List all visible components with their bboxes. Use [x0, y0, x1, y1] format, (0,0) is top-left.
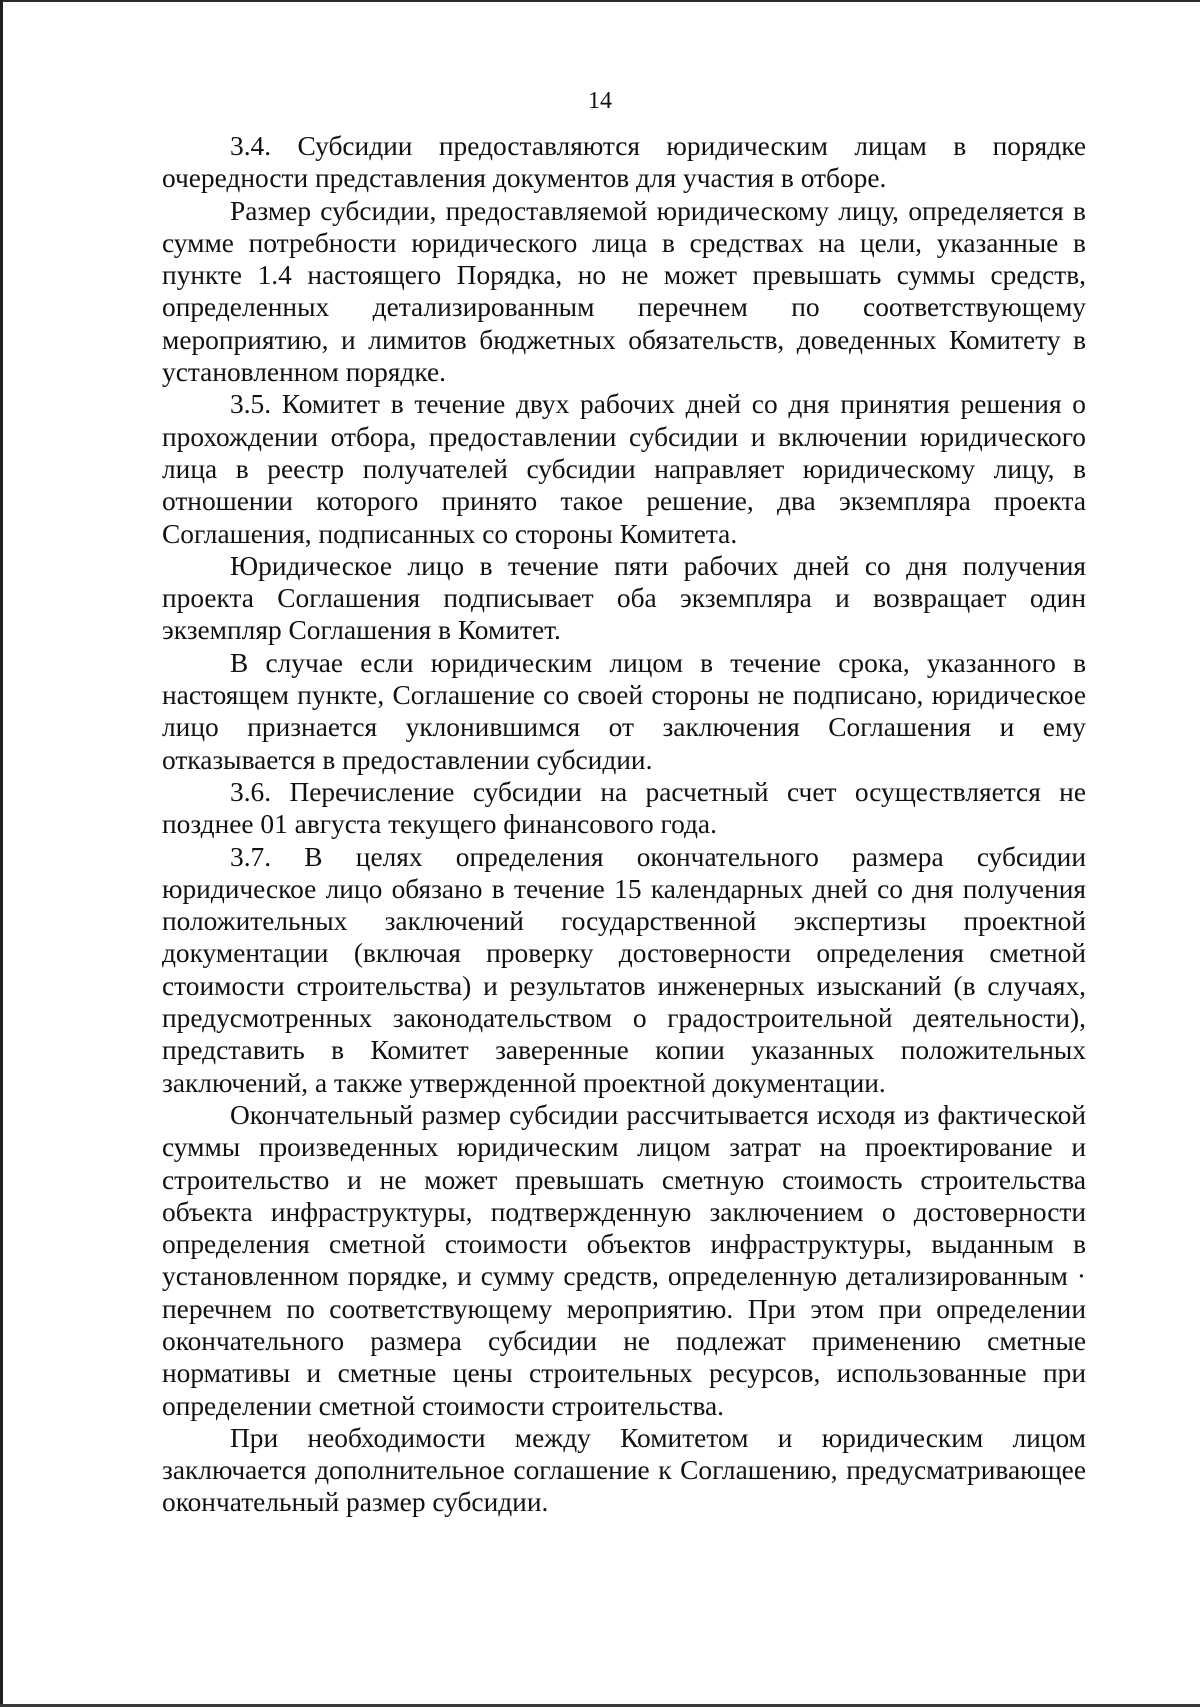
scan-edge-left [0, 0, 3, 1707]
paragraph-subsidy-size: Размер субсидии, предоставляемой юридическому лицу, определяется в сумме потребности юридического лица в средствах на цели, указанные в пункте 1.4 настоящего Порядка, но не может превышать суммы средств, определенных детализированным перечнем по соответствующему мероприятию, и лимитов бюджетных обязательств, доведенных Комитету в установленном порядке. [162, 195, 1086, 388]
scan-edge-top [0, 0, 1200, 2]
page-number: 14 [588, 88, 612, 114]
document-body [162, 130, 1086, 1519]
paragraph-3-4: 3.4. Субсидии предоставляются юридическим лицам в порядке очередности представления документов для участия в отборе. [162, 131, 1086, 194]
paragraph-signing: Юридическое лицо в течение пяти рабочих дней со дня получения проекта Соглашения подписывает оба экземпляра и возвращает один экземпляр Соглашения в Комитет. [162, 550, 1086, 646]
paragraph-additional-agreement: При необходимости между Комитетом и юридическим лицом заключается дополнительное соглашение к Соглашению, предусматривающее окончательный размер субсидии. [162, 1422, 1086, 1518]
paragraph-refusal: В случае если юридическим лицом в течение срока, указанного в настоящем пункте, Соглашение со своей стороны не подписано, юридическое лицо признается уклонившимся от заключения Соглашения и ему отказывается в предоставлении субсидии. [162, 647, 1086, 775]
paragraph-3-6: 3.6. Перечисление субсидии на расчетный счет осуществляется не позднее 01 августа текущего финансового года. [162, 776, 1086, 840]
paragraph-3-5: 3.5. Комитет в течение двух рабочих дней со дня принятия решения о прохождении отбора, предоставлении субсидии и включении юридического лица в реестр получателей субсидии направляет юридическому лицу, в отношении которого принято такое решение, два экземпляра проекта Соглашения, подписанных со стороны Комитета. [162, 389, 1086, 549]
paragraph-3-7: 3.7. В целях определения окончательного размера субсидии юридическое лицо обязано в течение 15 календарных дней со дня получения положительных заключений государственной экспертизы проектной документации (включая проверку достоверности определения сметной стоимости строительства) и результатов инженерных изысканий (в случаях, предусмотренных законодательством о градостроительной деятельности), представить в Комитет заверенные копии указанных положительных заключений, а также утвержденной проектной документации. [162, 841, 1086, 1098]
paragraph-final-size: Окончательный размер субсидии рассчитывается исходя из фактической суммы произведенных юридическим лицом затрат на проектирование и строительство и не может превышать сметную стоимость строительства объекта инфраструктуры, подтвержденную заключением о достоверности определения сметной стоимости объектов инфраструктуры, выданным в установленном порядке, и сумму средств, определенную детализированным · перечнем по соответствующему мероприятию. При этом при определении окончательного размера субсидии не подлежат применению сметные нормативы и сметные цены строительных ресурсов, использованные при определении сметной стоимости строительства. [162, 1099, 1086, 1421]
